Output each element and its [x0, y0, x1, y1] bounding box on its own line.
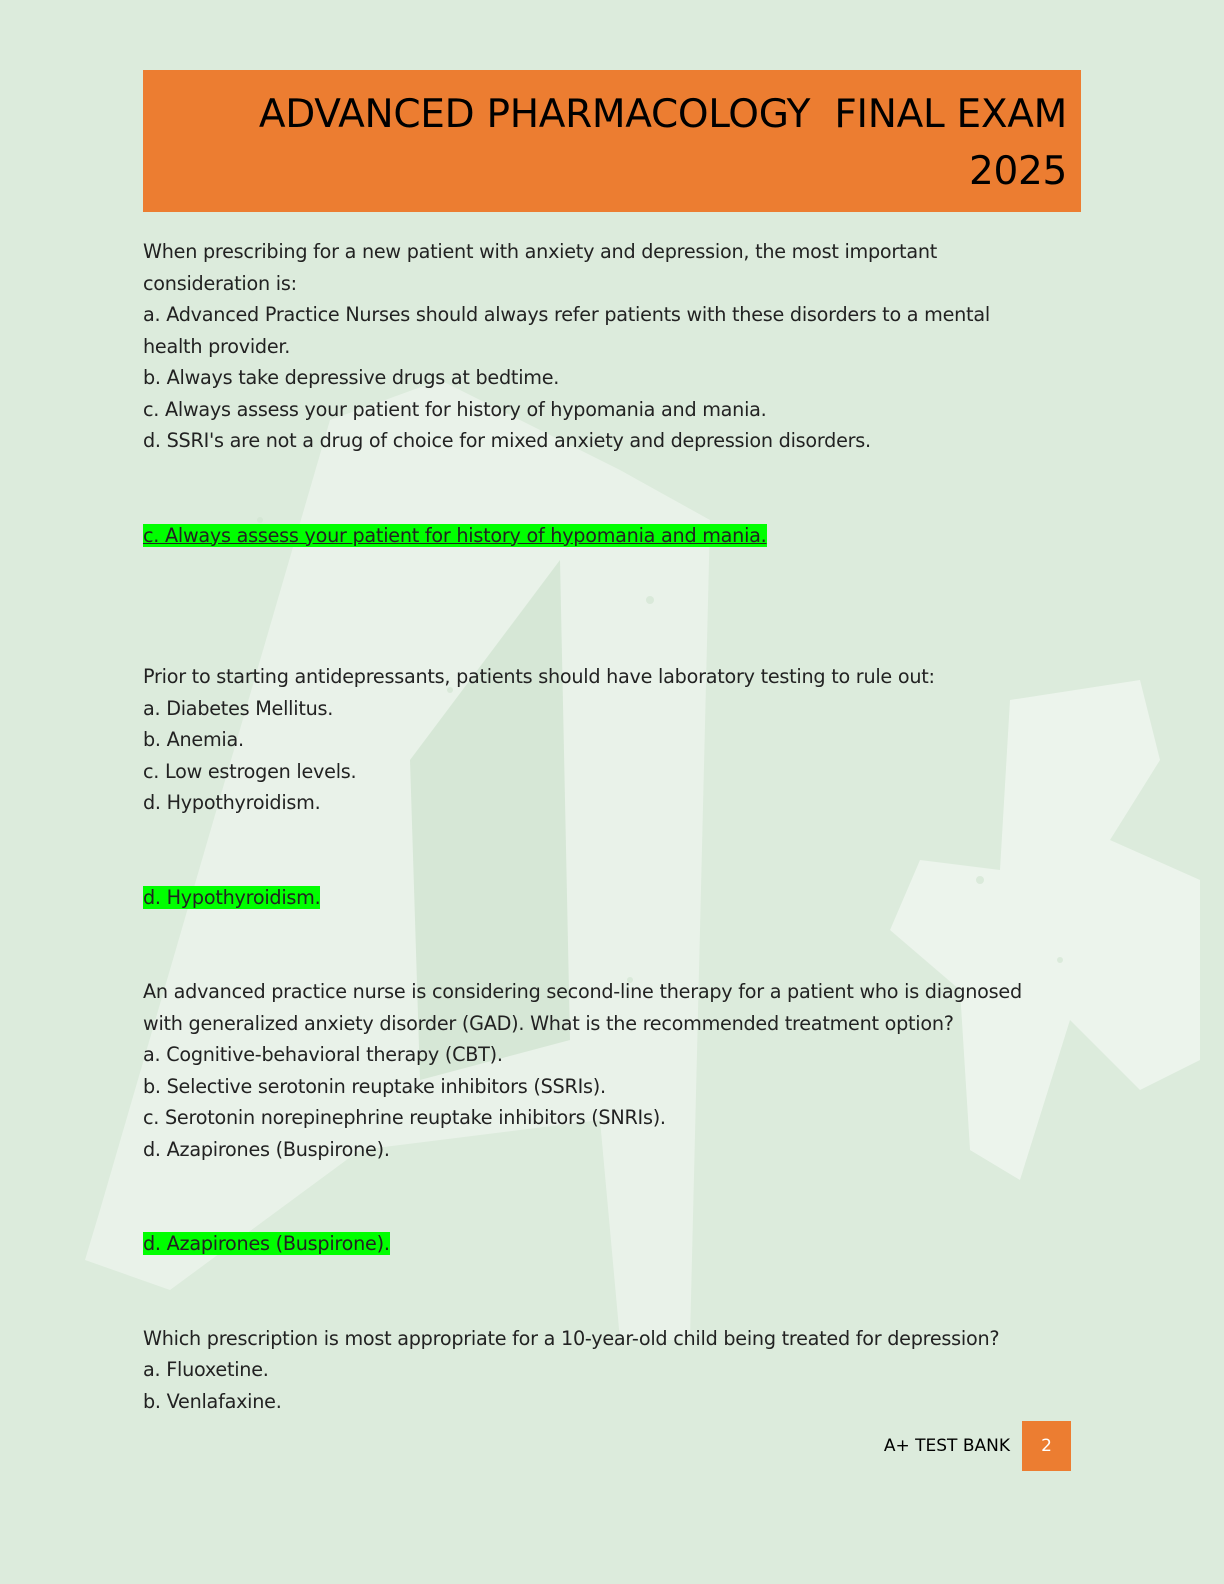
footer-label: A+ TEST BANK: [883, 1436, 1010, 1456]
question-4: [143, 1323, 1083, 1418]
answer-option: b. Selective serotonin reuptake inhibitors (SSRIs).: [143, 1074, 606, 1098]
answer-option: d. Hypothyroidism.: [143, 791, 321, 814]
correct-answer-row: [143, 520, 1083, 552]
correct-answer-highlight: c. Always assess your patient for history of hypomania and mania.: [143, 523, 767, 547]
page-title: [183, 86, 1067, 200]
answer-option: c. Low estrogen levels.: [143, 759, 357, 783]
answer-option: a. Cognitive-behavioral therapy (CBT).: [143, 1043, 503, 1066]
correct-answer-highlight: d. Hypothyroidism.: [143, 885, 321, 909]
question-stem: Prior to starting antidepressants, patients should have laboratory testing to rule out:: [143, 665, 935, 688]
question-3: [143, 976, 1083, 1165]
answer-option: a. Fluoxetine.: [143, 1358, 269, 1381]
correct-answer-row: [143, 1228, 1083, 1260]
page-number-badge: 2: [1022, 1421, 1071, 1471]
question-list: [143, 236, 1083, 1417]
title-banner: [143, 70, 1081, 212]
answer-option: c. Always assess your patient for history of hypomania and mania.: [143, 397, 767, 421]
answer-option: d. Azapirones (Buspirone).: [143, 1137, 390, 1161]
correct-answer-row: [143, 882, 1083, 914]
answer-option: b. Anemia.: [143, 728, 244, 751]
title-line-1: ADVANCED PHARMACOLOGY FINAL EXAM: [258, 92, 1067, 137]
answer-option: b. Venlafaxine.: [143, 1389, 282, 1413]
answer-option: health provider.: [143, 334, 291, 358]
question-stem: An advanced practice nurse is considering second-line therapy for a patient who is diagnosed: [143, 980, 1022, 1003]
answer-option: a. Diabetes Mellitus.: [143, 696, 334, 720]
title-line-2: 2025: [968, 149, 1067, 194]
answer-option: c. Serotonin norepinephrine reuptake inhibitors (SNRIs).: [143, 1106, 666, 1129]
question-stem: Which prescription is most appropriate for a 10-year-old child being treated for depression?: [143, 1326, 1000, 1350]
correct-answer-highlight: d. Azapirones (Buspirone).: [143, 1232, 390, 1255]
answer-option: b. Always take depressive drugs at bedtime.: [143, 366, 560, 389]
answer-option: d. SSRI's are not a drug of choice for mixed anxiety and depression disorders.: [143, 429, 871, 452]
question-1: [143, 236, 1083, 457]
question-2: [143, 661, 1083, 819]
question-stem: with generalized anxiety disorder (GAD). What is the recommended treatment option?: [143, 1011, 954, 1035]
question-stem: consideration is:: [143, 271, 297, 295]
question-stem: When prescribing for a new patient with anxiety and depression, the most important: [143, 240, 938, 263]
answer-option: a. Advanced Practice Nurses should always refer patients with these disorders to a mental: [143, 303, 990, 326]
